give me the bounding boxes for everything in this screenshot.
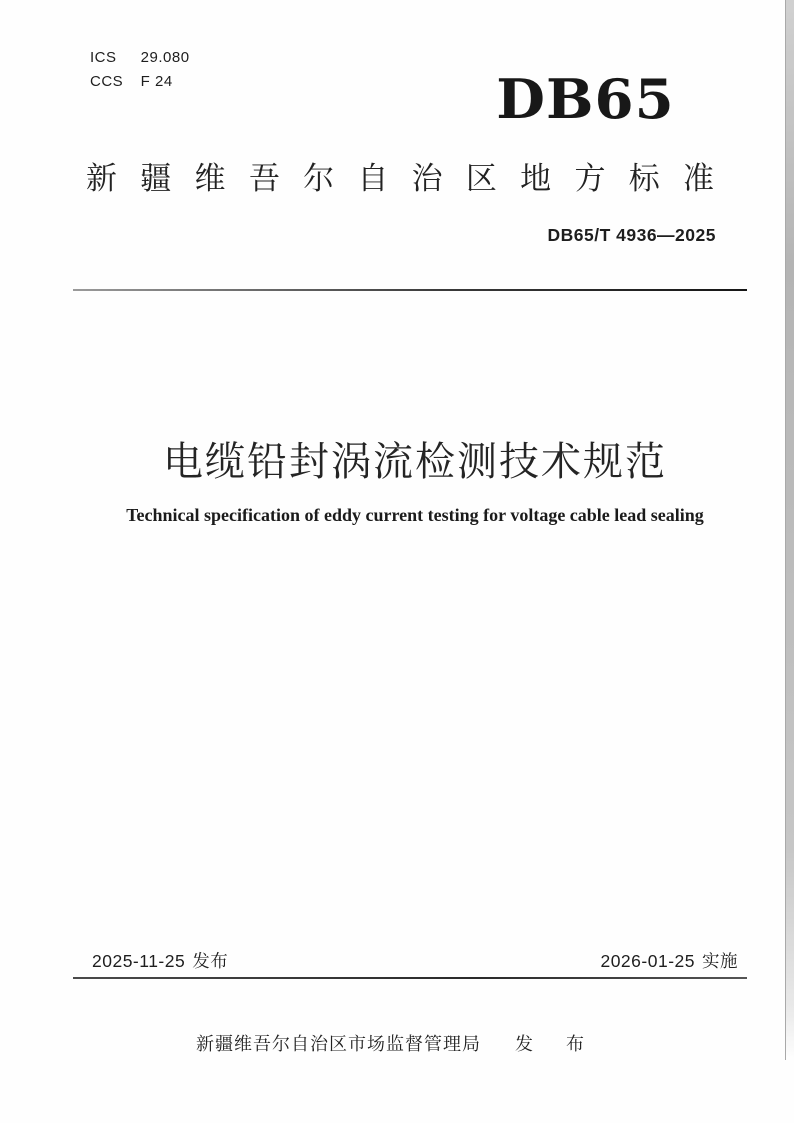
ccs-label: CCS [90, 73, 124, 90]
dates-row [92, 948, 738, 973]
issue-date [92, 948, 228, 973]
db65-logo: DB65 [496, 67, 675, 131]
ics-value: 29.080 [140, 49, 190, 66]
publish-action-label: 发 布 [514, 1034, 598, 1054]
ccs-value: F 24 [140, 73, 173, 90]
scan-edge-artifact [785, 0, 794, 1060]
standard-type-title: 新疆维吾尔自治区地方标准 [86, 161, 714, 196]
ics-code [90, 46, 190, 70]
implementation-date-label: 实施 [702, 951, 738, 971]
publisher-name: 新疆维吾尔自治区市场监督管理局 [195, 1034, 481, 1054]
ics-label: ICS [90, 49, 117, 66]
classification-codes [90, 46, 190, 94]
issue-date-value: 2025-11-25 [92, 951, 186, 971]
issue-date-label: 发布 [192, 951, 229, 971]
standard-number: DB65/T 4936—2025 [547, 225, 716, 245]
implementation-date-value: 2026-01-25 [600, 951, 695, 971]
document-title-en: Technical specification of eddy current testing for voltage cable lead sealing [126, 505, 704, 525]
publisher-row [0, 1030, 794, 1056]
document-title-zh: 电缆铅封涡流检测技术规范 [163, 440, 667, 484]
header-divider-rule [73, 289, 747, 291]
implementation-date [600, 948, 738, 973]
ccs-code [90, 70, 190, 94]
footer-divider-rule [73, 977, 747, 979]
